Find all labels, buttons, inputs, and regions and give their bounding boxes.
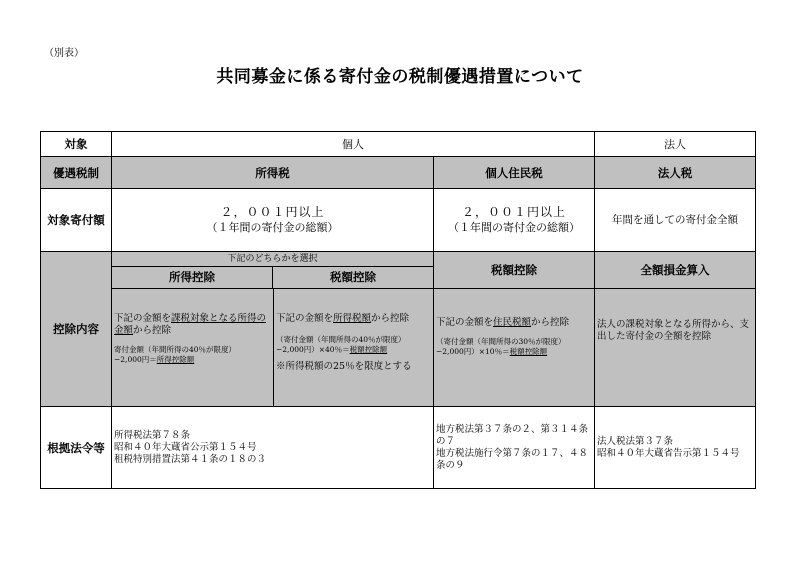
label-law: 根拠法令等	[41, 407, 112, 489]
tax-credit-text: 下記の金額を所得税額から控除	[276, 313, 410, 324]
page-title: 共同募金に係る寄付金の税制優遇措置について	[216, 67, 584, 87]
label-deduction: 控除内容	[41, 252, 112, 407]
row-amount	[41, 189, 756, 252]
label-amount: 対象寄付額	[41, 189, 112, 252]
amount-income-line2: （１年間の寄付金の総額）	[206, 221, 339, 234]
row-tax	[41, 157, 756, 189]
amount-resident-line1: ２，００１円以上	[462, 205, 567, 219]
tax-benefit-table	[40, 131, 756, 489]
law-resident: 地方税法第３７条の２、第３１４条の７ 地方税法施行令第７条の１７、４８条の９	[434, 407, 595, 489]
deduction-corporate	[595, 252, 756, 407]
law-corporate: 法人税法第３７条 昭和４０年大蔵省告示第１５４号	[595, 407, 756, 489]
resident-credit-body	[434, 289, 594, 357]
deduction-income-group	[112, 252, 434, 407]
tax-income: 所得税	[112, 157, 434, 189]
tax-resident: 個人住民税	[434, 157, 595, 189]
income-deduction-text: 下記の金額を課税対象となる所得の金額から控除	[114, 313, 267, 336]
resident-credit-formula: （寄付金額（年間所得の30％が限度） −2,000円）×10％＝税額控除額	[436, 337, 566, 356]
header-corporate: 法人	[595, 132, 756, 157]
resident-credit-text: 下記の金額を住民税額から控除	[436, 317, 570, 328]
deduction-resident	[434, 252, 595, 407]
label-tax: 優遇税制	[41, 157, 112, 189]
appendix-note: （別表）	[44, 48, 84, 59]
corporate-deduction-text: 法人の課税対象となる所得から、支出した寄付金の全額を控除	[597, 319, 750, 342]
row-law	[41, 407, 756, 489]
income-deduction-formula: 寄付金額（年間所得の40％が限度） −2,000円＝所得控除額	[114, 345, 237, 364]
tax-credit-note: ※所得税額の25％を限度とする	[276, 361, 412, 372]
amount-corporate	[595, 189, 756, 252]
row-deduction	[41, 252, 756, 407]
amount-resident-line2: （１年間の寄付金の総額）	[448, 221, 581, 234]
amount-income	[112, 189, 434, 252]
income-deduction-body	[112, 289, 274, 406]
tax-credit-formula: （寄付金額（年間所得の40％が限度） −2,000円）×40％＝税額控除額	[276, 335, 406, 354]
law-income: 所得税法第７８条 昭和４０年大蔵省公示第１５４号 租税特別措置法第４１条の１８の３	[112, 407, 434, 489]
amount-income-line1: ２，００１円以上	[220, 205, 325, 219]
corporate-deduction-label: 全額損金算入	[595, 252, 755, 289]
resident-credit-label: 税額控除	[434, 252, 594, 289]
label-target: 対象	[41, 132, 112, 157]
amount-resident	[434, 189, 595, 252]
choose-note: 下記のどちらかを選択	[112, 252, 433, 267]
tax-credit-body	[274, 289, 433, 406]
tax-credit-label: 税額控除	[330, 270, 376, 284]
income-deduction-label: 所得控除	[112, 267, 273, 288]
header-individual: 個人	[112, 132, 595, 157]
amount-corporate-text: 年間を通しての寄付金全額	[612, 213, 739, 226]
row-target	[41, 132, 756, 157]
tax-corporate: 法人税	[595, 157, 756, 189]
